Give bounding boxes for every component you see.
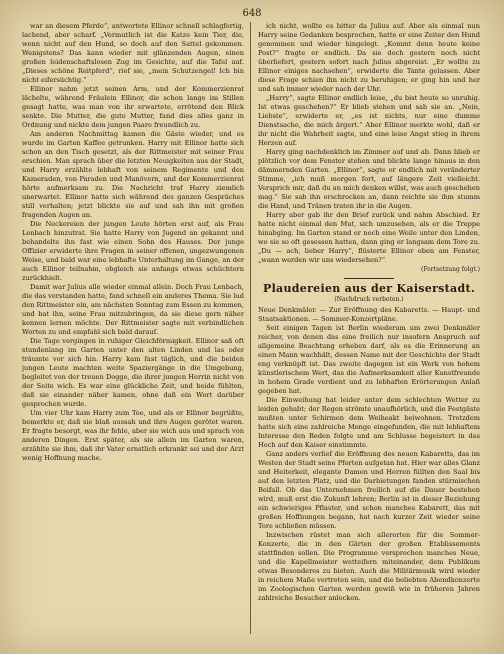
story-paragraph: Harry ging nachdenklich im Zimmer auf und ab. Dann blieb er plötzlich vor dem Fenster stehen und blickte lange hinaus in den dämmernden Garten. „Ellinor“, sagte er endlich mit veränderter Stimme, „ich muß morgen fort, auf längere Zeit vielleicht. Versprich mir, daß du an mich denken willst, was auch geschehen mag.“ Sie sah ihn erschrocken an, dann reichte sie ihm stumm die Hand, und Tränen traten ihr in die Augen. (258, 148, 480, 210)
article-separator (344, 278, 394, 279)
page-number: 648 (242, 8, 262, 19)
continuation-note: (Fortsetzung folgt.) (421, 266, 480, 273)
story-paragraph: „Harry“, sagte Ellinor endlich leise, „du bist heute so unruhig. Ist etwas geschehen?“ Er blieb stehen und sah sie an. „Nein, Liebste“, erwiderte er, „es ist nichts, nur eine dumme Dienstsache, die mich ärgert.“ Aber Ellinor merkte wohl, daß er ihr nicht die Wahrheit sagte, und eine leise Angst stieg in ihrem Herzen auf. (258, 94, 480, 147)
story-paragraph: Um vier Uhr kam Harry zum Tee, und als er Ellinor begrüßte, bemerkte er, daß sie blaß aussah und ihre Augen gerötet waren. Er fragte besorgt, was ihr fehle, aber sie wich aus und sprach von anderen Dingen. Erst später, als sie allein im Garten waren, erzählte sie ihm, daß ihr Vater ernstlich erkrankt sei und der Arzt wenig Hoffnung mache. (22, 409, 244, 462)
article-paragraph: Inzwischen rüstet man sich allerorten für die Sommer-Konzerte, die in den Gärten der großen Etablissements stattfinden sollen. Die Programme versprechen manches Neue, und die Kapellmeister wetteifern miteinander, dem Publikum etwas Besonderes zu bieten. Auch die Militärmusik wird wieder in reichem Maße vertreten sein, und die beliebten Abendkonzerte im Zoologischen Garten werden gewiß wie in früheren Jahren zahlreiche Besucher anlocken. (258, 531, 480, 602)
article-paragraph: Ganz anders verlief die Eröffnung des neuen Kabaretts, das im Westen der Stadt seine Pforten aufgetan hat. Hier war alles Glanz und Heiterkeit, elegante Damen und Herren füllten den Saal bis auf den letzten Platz, und die Darbietungen fanden stürmischen Beifall. Ob das Unternehmen freilich auf die Dauer bestehen wird, muß erst die Zukunft lehren; Berlin ist in dieser Beziehung ein schwieriges Pflaster, und schon manches Kabarett, das mit großen Hoffnungen begann, hat nach kurzer Zeit wieder seine Tore schließen müssen. (258, 450, 480, 530)
story-paragraph: Harry aber gab ihr den Brief zurück und nahm Abschied. Er hatte nicht einmal den Mut, sich umzusehen, als er die Treppe hinabging. Im Garten stand er noch eine Weile unter den Linden, wo sie so oft gesessen hatten, dann ging er langsam dem Tore zu. „Du — ach, lieber Harry“, flüsterte Ellinor oben am Fenster, „wann werden wir uns wiedersehen?“ (258, 211, 480, 264)
story-paragraph: Am anderen Nachmittag kamen die Gäste wieder, und es wurde im Garten Kaffee getrunken. Harry mit Ellinor hatte sich schon an den Tisch gesetzt, als der Rittmeister mit seiner Frau erschien. Man sprach über die letzten Neuigkeiten aus der Stadt, und Harry erzählte lebhaft von seinem Regimente und den Kameraden, von Paraden und Manövern, und der Kommerzienrat hörte aufmerksam zu. Die Nachricht traf Harry ziemlich unerwartet. Ellinor hatte sich während des ganzen Gespräches still verhalten; jetzt blickte sie auf und sah ihn mit großen fragenden Augen an. (22, 130, 244, 219)
left-column (22, 22, 244, 640)
column-divider (250, 22, 251, 634)
story-paragraph: Ellinor nahm jetzt seinen Arm, und der Kommerzienrat lächelte, während Fräulein Ellinor, die schon lange im Stillen gesagt hatte, was man von ihr erwartete, errötend den Blick senkte. Die Mutter, die gute Mutter, fand dies alles ganz in Ordnung und nickte dem jungen Paare freundlich zu. (22, 85, 244, 129)
story-paragraph: Damit war Julius alle wieder einmal allein. Doch Frau Lenbach, die das verstanden hatte, fand schnell ein anderes Thema. Sie lud den Rittmeister ein, am nächsten Sonntag zum Essen zu kommen, und bat ihn, seine Frau mitzubringen, da sie diese gern näher kennen lernen möchte. Der Rittmeister sagte mit verbindlichen Worten zu und empfahl sich bald darauf. (22, 283, 244, 336)
story-paragraph: war an diesem Pferde“, antwortete Ellinor schnell schlagfertig, lachend, aber scharf. „Vermutlich ist die Katze kein Tier, die, wenn nicht auf den Hund, so doch auf den Sattel gekommen. Wenigstens? Das kann wieder mit glänzenden Augen, einen großen leidenschaftslosen Zug im Gesichte, auf die Tafel auf. „Dieses schöne Reitpferd“, rief sie, „mein Schutzengel! Ich bin nicht eifersüchtig.“ (22, 22, 244, 84)
article-topics: Neue Denkmäler. — Zur Eröffnung des Kabaretts. — Haupt- und Staatsaktionen. — Sommer-Konzertpläne. (258, 306, 480, 323)
story-paragraph: Die Neckereien der jungen Leute hörten erst auf, als Frau Lenbach hinzutrat. Sie hatte Harry von Jugend an gekannt und behandelte ihn fast wie einen Sohn des Hauses. Der junge Offizier erwiderte ihre Fragen in seiner offenen, ungezwungenen Weise, und bald war eine lebhafte Unterhaltung im Gange, an der auch Ellinor teilnahm, obgleich sie anfangs etwas schüchtern zurückhielt. (22, 220, 244, 282)
story-paragraph: ich nicht, wollte es bitter da Julius auf. Aber als einmal nun Harry seine Gedanken besprochen, hatte er eine Zeiter den Hund genommen und wieder hingelegt. „Kommt denn heute keine Post?“ fragte er endlich. Da sie doch gestern noch nicht überliefert, gestern sofort nach Julius abgereist. „Er wollte zu Ellinor einiges nachsehen“, erwiderte die Tante gelassen. Aber diese Frage schien ihn nicht zu beruhigen; er ging hin und her und sah immer wieder nach der Uhr. (258, 22, 480, 93)
article-paragraph: Seit einigen Tagen ist Berlin wiederum um zwei Denkmäler reicher, von denen das eine freilich nur insofern Anspruch auf allgemeine Beachtung erheben darf, als es die Erinnerung an einen Mann wachhält, dessen Name mit der Geschichte der Stadt eng verknüpft ist. Das zweite dagegen ist ein Werk von hohem künstlerischem Wert, das die Aufmerksamkeit aller Kunstfreunde in hohem Grade verdient und zu lebhaften Erörterungen Anlaß gegeben hat. (258, 324, 480, 395)
article-title: Plaudereien aus der Kaiserstadt. (263, 282, 475, 295)
story-paragraph: Die Tage vergingen in ruhiger Gleichförmigkeit. Ellinor saß oft stundenlang im Garten unter den alten Linden und las oder träumte vor sich hin. Harry kam fast täglich, und die beiden jungen Leute machten weite Spaziergänge in die Umgebung, begleitet von der treuen Dogge, die ihrer jungen Herrin nicht von der Seite wich. Es war eine glückliche Zeit, und beide fühlten, daß sie einander näher kamen, ohne daß ein Wort darüber gesprochen wurde. (22, 337, 244, 408)
right-column (258, 22, 480, 640)
article-paragraph: Die Einweihung hat leider unter dem schlechten Wetter zu leiden gehabt; der Regen strömte unaufhörlich, und die Festgäste mußten unter Schirmen dem Weiheakt beiwohnen. Trotzdem hatte sich eine zahlreiche Menge eingefunden, die mit lebhaftem Interesse den Reden folgte und am Schlusse begeistert in das Hoch auf den Kaiser einstimmte. (258, 396, 480, 449)
reprint-note: (Nachdruck verboten.) (334, 296, 404, 303)
